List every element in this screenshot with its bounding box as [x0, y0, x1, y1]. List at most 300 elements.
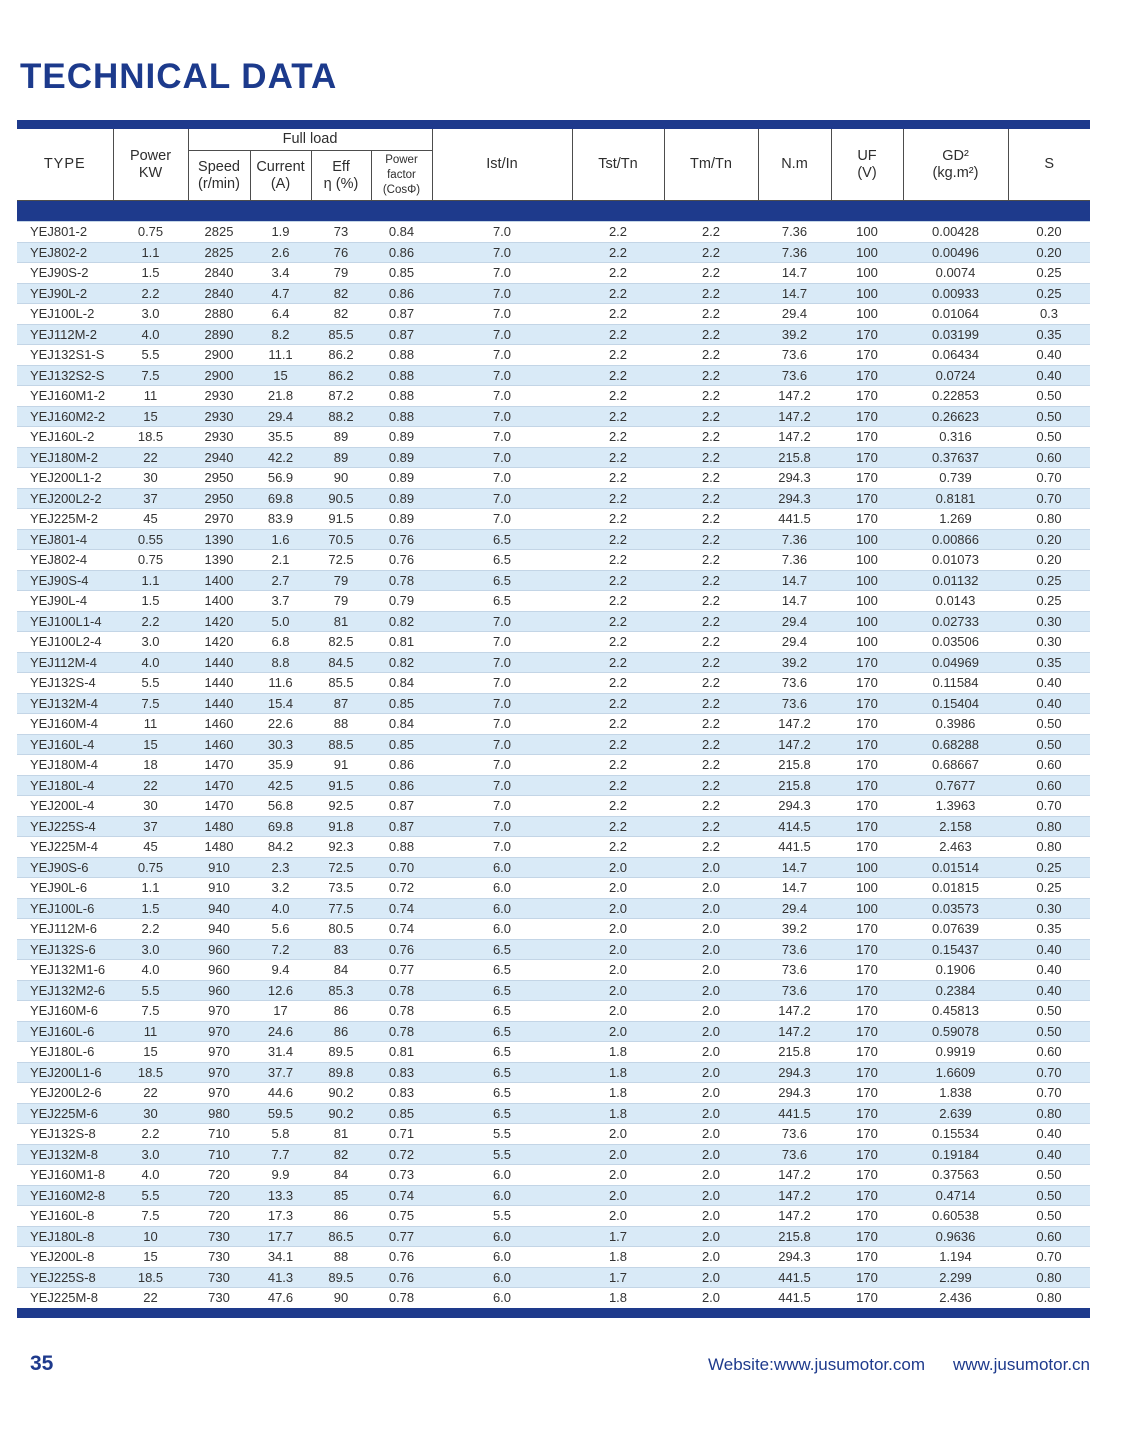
value-cell: 91: [311, 755, 371, 776]
value-cell: 0.50: [1008, 714, 1090, 735]
value-cell: 88: [311, 714, 371, 735]
value-cell: 0.86: [371, 242, 432, 263]
value-cell: 89: [311, 447, 371, 468]
value-cell: 91.5: [311, 509, 371, 530]
table-row: [17, 1062, 1090, 1083]
value-cell: 0.00866: [903, 529, 1008, 550]
value-cell: 1.1: [113, 242, 188, 263]
value-cell: 85.3: [311, 980, 371, 1001]
value-cell: 2.0: [572, 939, 664, 960]
value-cell: 1400: [188, 570, 250, 591]
value-cell: 7.0: [432, 263, 572, 284]
page-footer: [30, 1352, 1090, 1376]
value-cell: 88.2: [311, 406, 371, 427]
value-cell: 45: [113, 509, 188, 530]
value-cell: 73.6: [758, 365, 831, 386]
motor-type-cell: YEJ160M2-8: [17, 1185, 113, 1206]
value-cell: 2.0: [572, 857, 664, 878]
value-cell: 1390: [188, 529, 250, 550]
column-header-tst-tn: Tst/Tn: [572, 129, 664, 201]
value-cell: 7.7: [250, 1144, 311, 1165]
value-cell: 0.55: [113, 529, 188, 550]
value-cell: 2.7: [250, 570, 311, 591]
value-cell: 7.36: [758, 242, 831, 263]
value-cell: 3.4: [250, 263, 311, 284]
value-cell: 0.50: [1008, 1021, 1090, 1042]
value-cell: 0.87: [371, 324, 432, 345]
motor-type-cell: YEJ160M-4: [17, 714, 113, 735]
value-cell: 15: [113, 734, 188, 755]
table-row: [17, 734, 1090, 755]
motor-type-cell: YEJ802-4: [17, 550, 113, 571]
value-cell: 0.50: [1008, 1001, 1090, 1022]
value-cell: 0.78: [371, 1001, 432, 1022]
value-cell: 0.25: [1008, 570, 1090, 591]
value-cell: 18: [113, 755, 188, 776]
table-row: [17, 345, 1090, 366]
value-cell: 0.76: [371, 550, 432, 571]
value-cell: 0.25: [1008, 878, 1090, 899]
value-cell: 2900: [188, 345, 250, 366]
page-number: 35: [30, 1351, 54, 1375]
value-cell: 1.6609: [903, 1062, 1008, 1083]
value-cell: 89.5: [311, 1267, 371, 1288]
value-cell: 2.0: [664, 1062, 758, 1083]
value-cell: 147.2: [758, 427, 831, 448]
value-cell: 2.0: [572, 960, 664, 981]
value-cell: 0.76: [371, 939, 432, 960]
value-cell: 720: [188, 1165, 250, 1186]
value-cell: 170: [831, 919, 903, 940]
value-cell: 0.07639: [903, 919, 1008, 940]
column-header-uf: UF (V): [831, 129, 903, 201]
value-cell: 6.5: [432, 939, 572, 960]
value-cell: 83.9: [250, 509, 311, 530]
value-cell: 100: [831, 898, 903, 919]
value-cell: 0.01073: [903, 550, 1008, 571]
value-cell: 5.6: [250, 919, 311, 940]
value-cell: 7.0: [432, 693, 572, 714]
value-cell: 970: [188, 1062, 250, 1083]
value-cell: 2.0: [572, 1185, 664, 1206]
value-cell: 0.0724: [903, 365, 1008, 386]
table-row: [17, 427, 1090, 448]
value-cell: 0.70: [1008, 1083, 1090, 1104]
value-cell: 73.6: [758, 673, 831, 694]
value-cell: 0.89: [371, 427, 432, 448]
value-cell: 10: [113, 1226, 188, 1247]
value-cell: 7.0: [432, 427, 572, 448]
value-cell: 7.0: [432, 468, 572, 489]
motor-type-cell: YEJ225S-4: [17, 816, 113, 837]
value-cell: 2.2: [572, 509, 664, 530]
motor-type-cell: YEJ112M-2: [17, 324, 113, 345]
value-cell: 0.37637: [903, 447, 1008, 468]
value-cell: 0.50: [1008, 386, 1090, 407]
value-cell: 170: [831, 775, 903, 796]
value-cell: 17.7: [250, 1226, 311, 1247]
column-header-tm-tn: Tm/Tn: [664, 129, 758, 201]
value-cell: 0.60: [1008, 755, 1090, 776]
motor-type-cell: YEJ180M-2: [17, 447, 113, 468]
value-cell: 2.0: [664, 1185, 758, 1206]
value-cell: 17.3: [250, 1206, 311, 1227]
value-cell: 170: [831, 1021, 903, 1042]
table-row: [17, 1144, 1090, 1165]
value-cell: 2.2: [572, 427, 664, 448]
value-cell: 73.6: [758, 345, 831, 366]
value-cell: 170: [831, 509, 903, 530]
value-cell: 170: [831, 652, 903, 673]
value-cell: 0.88: [371, 406, 432, 427]
value-cell: 77.5: [311, 898, 371, 919]
table-row: [17, 755, 1090, 776]
value-cell: 0.20: [1008, 222, 1090, 243]
value-cell: 86.2: [311, 345, 371, 366]
value-cell: 170: [831, 488, 903, 509]
table-top-bar: [17, 120, 1090, 129]
value-cell: 7.0: [432, 447, 572, 468]
value-cell: 6.5: [432, 960, 572, 981]
page-title: TECHNICAL DATA: [20, 57, 338, 96]
value-cell: 0.3986: [903, 714, 1008, 735]
value-cell: 170: [831, 1042, 903, 1063]
value-cell: 2.2: [664, 714, 758, 735]
value-cell: 0.40: [1008, 939, 1090, 960]
value-cell: 1.8: [572, 1042, 664, 1063]
value-cell: 7.5: [113, 693, 188, 714]
value-cell: 2.2: [113, 283, 188, 304]
value-cell: 0.60: [1008, 775, 1090, 796]
value-cell: 0.19184: [903, 1144, 1008, 1165]
value-cell: 100: [831, 283, 903, 304]
value-cell: 7.0: [432, 386, 572, 407]
value-cell: 6.5: [432, 1083, 572, 1104]
motor-type-cell: YEJ200L2-6: [17, 1083, 113, 1104]
value-cell: 170: [831, 427, 903, 448]
value-cell: 8.2: [250, 324, 311, 345]
column-header-power: Power KW: [113, 129, 188, 201]
value-cell: 170: [831, 1083, 903, 1104]
table-row: [17, 447, 1090, 468]
value-cell: 6.0: [432, 1267, 572, 1288]
value-cell: 2930: [188, 427, 250, 448]
value-cell: 69.8: [250, 488, 311, 509]
table-row: [17, 673, 1090, 694]
value-cell: 0.35: [1008, 324, 1090, 345]
value-cell: 31.4: [250, 1042, 311, 1063]
motor-type-cell: YEJ180L-6: [17, 1042, 113, 1063]
value-cell: 2.2: [664, 488, 758, 509]
value-cell: 0.20: [1008, 529, 1090, 550]
value-cell: 2.0: [664, 1042, 758, 1063]
value-cell: 7.2: [250, 939, 311, 960]
table-row: [17, 796, 1090, 817]
value-cell: 170: [831, 1288, 903, 1308]
value-cell: 73.5: [311, 878, 371, 899]
value-cell: 37: [113, 816, 188, 837]
value-cell: 0.79: [371, 591, 432, 612]
value-cell: 980: [188, 1103, 250, 1124]
motor-type-cell: YEJ112M-4: [17, 652, 113, 673]
value-cell: 34.1: [250, 1247, 311, 1268]
motor-type-cell: YEJ90L-4: [17, 591, 113, 612]
value-cell: 441.5: [758, 509, 831, 530]
value-cell: 21.8: [250, 386, 311, 407]
value-cell: 170: [831, 816, 903, 837]
value-cell: 2.2: [664, 693, 758, 714]
column-header-speed: Speed (r/min): [188, 151, 250, 201]
value-cell: 0.89: [371, 488, 432, 509]
value-cell: 2.0: [572, 1206, 664, 1227]
value-cell: 2.299: [903, 1267, 1008, 1288]
value-cell: 2.0: [572, 980, 664, 1001]
value-cell: 6.0: [432, 1185, 572, 1206]
value-cell: 86: [311, 1001, 371, 1022]
value-cell: 0.80: [1008, 1288, 1090, 1308]
value-cell: 0.76: [371, 1247, 432, 1268]
motor-type-cell: YEJ180M-4: [17, 755, 113, 776]
value-cell: 147.2: [758, 1185, 831, 1206]
value-cell: 0.15404: [903, 693, 1008, 714]
value-cell: 0.00496: [903, 242, 1008, 263]
value-cell: 24.6: [250, 1021, 311, 1042]
value-cell: 86.5: [311, 1226, 371, 1247]
value-cell: 170: [831, 734, 903, 755]
motor-type-cell: YEJ90S-4: [17, 570, 113, 591]
value-cell: 0.88: [371, 837, 432, 858]
value-cell: 2.2: [572, 365, 664, 386]
value-cell: 2.2: [664, 509, 758, 530]
value-cell: 11: [113, 1021, 188, 1042]
value-cell: 2.0: [664, 1206, 758, 1227]
motor-type-cell: YEJ132M-4: [17, 693, 113, 714]
value-cell: 22: [113, 775, 188, 796]
value-cell: 2.2: [113, 1124, 188, 1145]
value-cell: 720: [188, 1206, 250, 1227]
motor-type-cell: YEJ180L-8: [17, 1226, 113, 1247]
value-cell: 0.80: [1008, 816, 1090, 837]
motor-type-cell: YEJ200L-4: [17, 796, 113, 817]
value-cell: 0.75: [113, 550, 188, 571]
value-cell: 1440: [188, 673, 250, 694]
value-cell: 22: [113, 1083, 188, 1104]
value-cell: 0.60538: [903, 1206, 1008, 1227]
value-cell: 2.0: [664, 878, 758, 899]
value-cell: 100: [831, 529, 903, 550]
value-cell: 0.37563: [903, 1165, 1008, 1186]
table-row: [17, 1042, 1090, 1063]
motor-type-cell: YEJ225M-6: [17, 1103, 113, 1124]
value-cell: 0.50: [1008, 406, 1090, 427]
table-row: [17, 283, 1090, 304]
value-cell: 6.8: [250, 632, 311, 653]
value-cell: 0.80: [1008, 509, 1090, 530]
value-cell: 2.2: [572, 632, 664, 653]
value-cell: 0.83: [371, 1083, 432, 1104]
value-cell: 5.5: [113, 345, 188, 366]
value-cell: 0.3: [1008, 304, 1090, 325]
value-cell: 2.2: [664, 427, 758, 448]
table-row: [17, 775, 1090, 796]
table-row: [17, 1226, 1090, 1247]
value-cell: 1420: [188, 611, 250, 632]
value-cell: 29.4: [758, 304, 831, 325]
value-cell: 15: [250, 365, 311, 386]
value-cell: 4.0: [113, 324, 188, 345]
motor-type-cell: YEJ160L-2: [17, 427, 113, 448]
value-cell: 0.316: [903, 427, 1008, 448]
value-cell: 2.2: [664, 632, 758, 653]
value-cell: 2.2: [664, 796, 758, 817]
value-cell: 2.2: [572, 714, 664, 735]
value-cell: 84: [311, 1165, 371, 1186]
value-cell: 7.36: [758, 529, 831, 550]
value-cell: 1.8: [572, 1247, 664, 1268]
value-cell: 29.4: [758, 898, 831, 919]
value-cell: 2.2: [572, 591, 664, 612]
value-cell: 1.5: [113, 263, 188, 284]
value-cell: 710: [188, 1124, 250, 1145]
value-cell: 170: [831, 1267, 903, 1288]
table-row: [17, 386, 1090, 407]
table-row: [17, 837, 1090, 858]
value-cell: 294.3: [758, 1247, 831, 1268]
value-cell: 3.0: [113, 304, 188, 325]
value-cell: 720: [188, 1185, 250, 1206]
value-cell: 2.2: [572, 550, 664, 571]
value-cell: 0.26623: [903, 406, 1008, 427]
value-cell: 2950: [188, 488, 250, 509]
table-row: [17, 857, 1090, 878]
value-cell: 69.8: [250, 816, 311, 837]
value-cell: 2.0: [664, 919, 758, 940]
table-row: [17, 1001, 1090, 1022]
value-cell: 2970: [188, 509, 250, 530]
value-cell: 2.0: [664, 1226, 758, 1247]
value-cell: 1460: [188, 734, 250, 755]
value-cell: 100: [831, 550, 903, 571]
value-cell: 0.70: [1008, 468, 1090, 489]
value-cell: 0.40: [1008, 345, 1090, 366]
value-cell: 7.0: [432, 509, 572, 530]
value-cell: 170: [831, 1247, 903, 1268]
value-cell: 170: [831, 714, 903, 735]
motor-type-cell: YEJ225M-8: [17, 1288, 113, 1308]
value-cell: 91.8: [311, 816, 371, 837]
value-cell: 2.0: [664, 939, 758, 960]
value-cell: 0.82: [371, 652, 432, 673]
value-cell: 7.0: [432, 632, 572, 653]
value-cell: 7.0: [432, 734, 572, 755]
value-cell: 0.20: [1008, 550, 1090, 571]
value-cell: 441.5: [758, 1288, 831, 1308]
table-row: [17, 652, 1090, 673]
value-cell: 7.0: [432, 755, 572, 776]
value-cell: 2.2: [572, 304, 664, 325]
motor-type-cell: YEJ112M-6: [17, 919, 113, 940]
motor-type-cell: YEJ132S-4: [17, 673, 113, 694]
value-cell: 0.78: [371, 1021, 432, 1042]
value-cell: 3.2: [250, 878, 311, 899]
value-cell: 6.5: [432, 591, 572, 612]
table-row: [17, 1165, 1090, 1186]
value-cell: 42.5: [250, 775, 311, 796]
value-cell: 2.0: [664, 1288, 758, 1308]
table-row: [17, 406, 1090, 427]
value-cell: 147.2: [758, 1001, 831, 1022]
value-cell: 730: [188, 1247, 250, 1268]
value-cell: 1.269: [903, 509, 1008, 530]
value-cell: 88: [311, 1247, 371, 1268]
value-cell: 0.9636: [903, 1226, 1008, 1247]
value-cell: 2.0: [572, 1144, 664, 1165]
value-cell: 2.2: [572, 734, 664, 755]
value-cell: 5.5: [113, 1185, 188, 1206]
value-cell: 5.5: [432, 1124, 572, 1145]
value-cell: 29.4: [758, 611, 831, 632]
value-cell: 0.50: [1008, 1206, 1090, 1227]
value-cell: 2.0: [664, 1144, 758, 1165]
value-cell: 0.89: [371, 509, 432, 530]
value-cell: 42.2: [250, 447, 311, 468]
value-cell: 22: [113, 447, 188, 468]
value-cell: 2.2: [664, 775, 758, 796]
value-cell: 2.2: [664, 222, 758, 243]
value-cell: 2.463: [903, 837, 1008, 858]
table-row: [17, 1206, 1090, 1227]
value-cell: 6.5: [432, 1001, 572, 1022]
value-cell: 2.158: [903, 816, 1008, 837]
table-row: [17, 980, 1090, 1001]
value-cell: 14.7: [758, 857, 831, 878]
value-cell: 2.0: [572, 1021, 664, 1042]
value-cell: 1.6: [250, 529, 311, 550]
value-cell: 0.30: [1008, 611, 1090, 632]
table-row: [17, 960, 1090, 981]
value-cell: 0.7677: [903, 775, 1008, 796]
value-cell: 170: [831, 468, 903, 489]
value-cell: 0.70: [371, 857, 432, 878]
value-cell: 2825: [188, 222, 250, 243]
value-cell: 2.0: [572, 1001, 664, 1022]
value-cell: 0.86: [371, 775, 432, 796]
value-cell: 6.5: [432, 1042, 572, 1063]
value-cell: 89: [311, 427, 371, 448]
value-cell: 170: [831, 406, 903, 427]
table-header: [17, 129, 1090, 222]
value-cell: 0.87: [371, 816, 432, 837]
motor-type-cell: YEJ200L1-6: [17, 1062, 113, 1083]
value-cell: 7.0: [432, 488, 572, 509]
value-cell: 2.2: [664, 734, 758, 755]
value-cell: 12.6: [250, 980, 311, 1001]
value-cell: 90: [311, 468, 371, 489]
table-row: [17, 263, 1090, 284]
motor-type-cell: YEJ132S-8: [17, 1124, 113, 1145]
value-cell: 18.5: [113, 427, 188, 448]
value-cell: 1440: [188, 693, 250, 714]
value-cell: 2900: [188, 365, 250, 386]
value-cell: 1470: [188, 755, 250, 776]
value-cell: 29.4: [758, 632, 831, 653]
value-cell: 1.7: [572, 1226, 664, 1247]
value-cell: 87.2: [311, 386, 371, 407]
value-cell: 7.0: [432, 345, 572, 366]
value-cell: 0.35: [1008, 919, 1090, 940]
value-cell: 0.84: [371, 673, 432, 694]
value-cell: 0.70: [1008, 488, 1090, 509]
